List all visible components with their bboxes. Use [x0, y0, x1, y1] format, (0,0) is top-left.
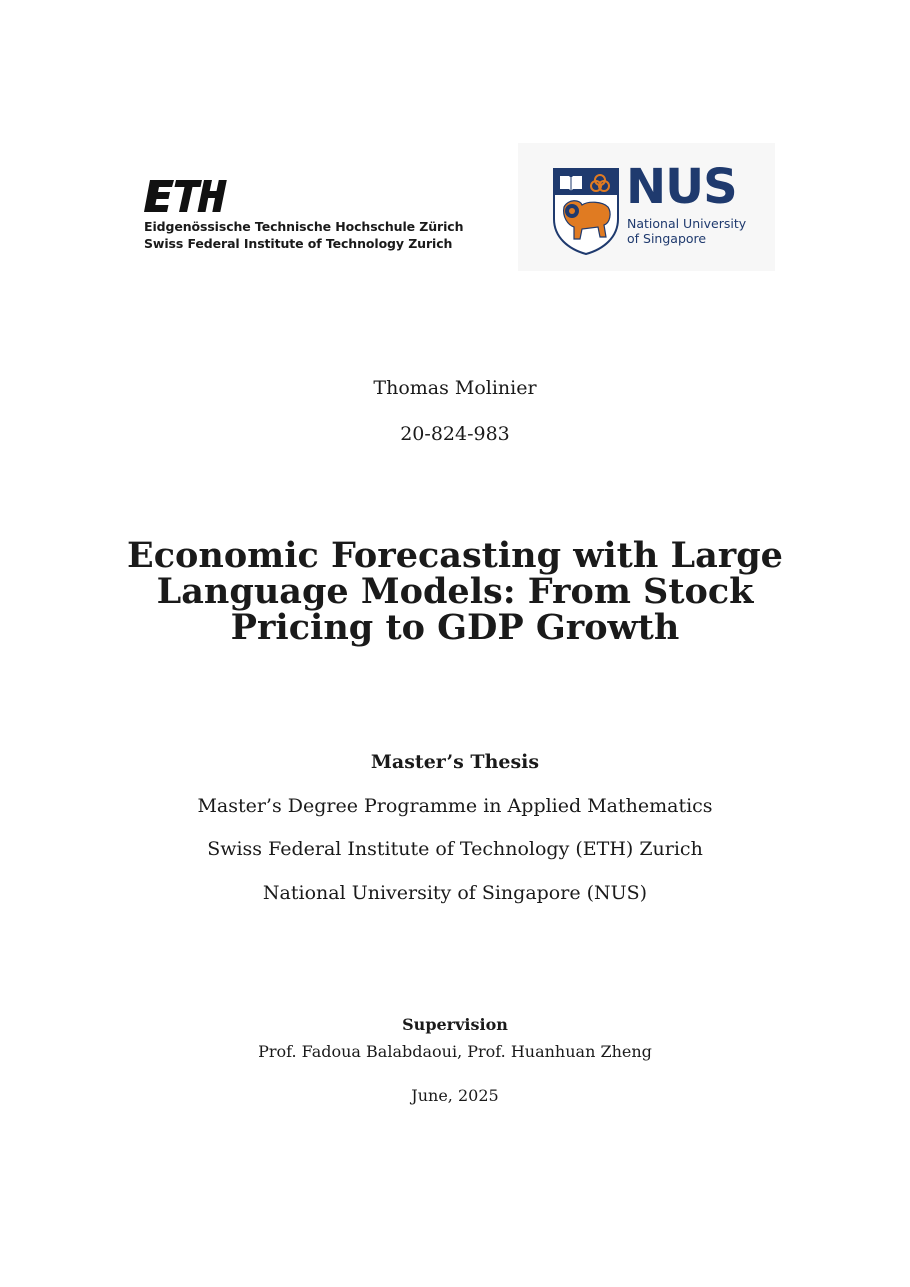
nus-name-line2: of Singapore: [627, 231, 707, 246]
nus-name-line1: National University: [627, 216, 747, 231]
degree-programme: Master’s Degree Programme in Applied Mathematics: [197, 795, 713, 817]
supervision-label: Supervision: [402, 1015, 508, 1034]
thesis-type: Master’s Thesis: [370, 751, 540, 773]
supervisor-names: Prof. Fadoua Balabdaoui, Prof. Huanhuan Zheng: [258, 1042, 652, 1061]
submission-date: June, 2025: [411, 1086, 499, 1105]
title-line-2: Language Models: From Stock: [156, 571, 754, 612]
thesis-title: [0, 535, 910, 648]
eth-wordmark-icon: [144, 180, 228, 212]
eth-logo: [144, 180, 464, 252]
title-line-3: Pricing to GDP Growth: [230, 607, 680, 648]
institution-eth: Swiss Federal Institute of Technology (ETH) Zurich: [207, 838, 703, 860]
nus-wordmark: NUS: [626, 159, 737, 215]
student-id: 20-824-983: [400, 423, 510, 445]
nus-crest-icon: [552, 167, 620, 255]
eth-name-english: Swiss Federal Institute of Technology Zurich: [144, 236, 453, 251]
eth-name-german: Eidgenössische Technische Hochschule Zürich: [144, 219, 464, 234]
nus-logo: [518, 143, 775, 271]
institution-nus: National University of Singapore (NUS): [262, 882, 648, 904]
author-name: Thomas Molinier: [373, 377, 537, 399]
title-line-1: Economic Forecasting with Large: [127, 535, 783, 576]
